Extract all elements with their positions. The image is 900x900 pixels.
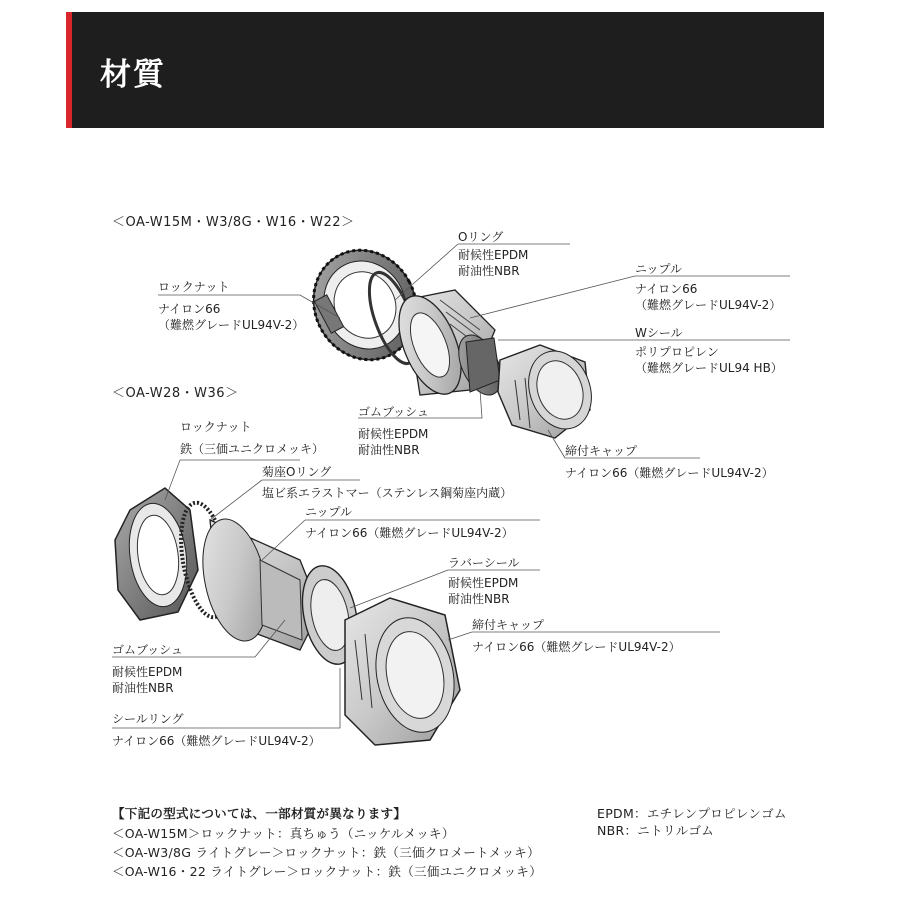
fig1-oring-material-1: 耐候性EPDM — [458, 248, 529, 262]
fig2-sealring-material-1: ナイロン66（難燃グレードUL94V-2） — [112, 734, 321, 748]
fig2-seal-name: ラバーシール — [448, 556, 520, 570]
fig1-nipple-name: ニップル — [635, 262, 683, 276]
figure1-illustration — [295, 232, 602, 438]
fig1-locknut-material-1: ナイロン66 — [158, 302, 221, 316]
fig2-cap-name: 締付キャップ — [472, 618, 545, 632]
fig2-sealring-name: シールリング — [112, 712, 184, 726]
figure1-heading: ＜OA-W15M・W3/8G・W16・W22＞ — [112, 215, 355, 230]
notes-line-1: ＜OA-W15M＞ロックナット：真ちゅう（ニッケルメッキ） — [112, 826, 455, 841]
fig2-locknut-name: ロックナット — [180, 420, 252, 434]
fig1-wseal-material-2: （難燃グレードUL94 HB） — [635, 361, 783, 375]
fig2-oring-material-1: 塩ビ系エラストマー（ステンレス鋼菊座内蔵） — [262, 486, 513, 500]
glossary-nbr: NBR：ニトリルゴム — [597, 823, 715, 838]
fig2-cap-material-1: ナイロン66（難燃グレードUL94V-2） — [472, 640, 681, 654]
fig2-nipple-part — [193, 513, 320, 650]
fig1-cap-name: 締付キャップ — [565, 444, 638, 458]
notes-title: 【下記の型式については、一部材質が異なります】 — [112, 806, 407, 821]
fig2-nipple-name: ニップル — [305, 505, 353, 519]
page-title: 材質 — [100, 57, 166, 93]
notes-line-3: ＜OA-W16・22 ライトグレー＞ロックナット：鉄（三価ユニクロメッキ） — [112, 864, 543, 879]
fig2-locknut-part — [115, 488, 198, 620]
fig2-cap-part — [345, 598, 464, 745]
fig2-bush-material-2: 耐油性NBR — [112, 681, 174, 695]
figure2-heading: ＜OA-W28・W36＞ — [112, 386, 239, 401]
fig1-bush-name: ゴムブッシュ — [358, 405, 429, 419]
fig2-seal-material-1: 耐候性EPDM — [448, 576, 519, 590]
fig1-cap-material-1: ナイロン66（難燃グレードUL94V-2） — [565, 466, 774, 480]
fig1-locknut-name: ロックナット — [158, 280, 230, 294]
fig2-nipple-material-1: ナイロン66（難燃グレードUL94V-2） — [305, 526, 514, 540]
fig2-bush-name: ゴムブッシュ — [112, 643, 183, 657]
fig1-oring-name: Oリング — [458, 230, 504, 244]
fig1-nipple-material-1: ナイロン66 — [635, 282, 698, 296]
fig1-cap-part — [498, 342, 602, 438]
fig1-bush-material-2: 耐油性NBR — [358, 443, 420, 457]
fig2-oring-name: 菊座Oリング — [262, 465, 332, 479]
fig1-locknut-material-2: （難燃グレードUL94V-2） — [158, 318, 305, 332]
fig2-bush-material-1: 耐候性EPDM — [112, 665, 183, 679]
fig2-seal-material-2: 耐油性NBR — [448, 592, 510, 606]
glossary-epdm: EPDM：エチレンプロピレンゴム — [597, 806, 787, 821]
fig1-wseal-name: Wシール — [635, 326, 683, 340]
fig1-oring-material-2: 耐油性NBR — [458, 264, 520, 278]
fig2-locknut-material-1: 鉄（三価ユニクロメッキ） — [180, 442, 325, 456]
notes-line-2: ＜OA-W3/8G ライトグレー＞ロックナット：鉄（三価クロメートメッキ） — [112, 845, 540, 860]
fig1-bush-material-1: 耐候性EPDM — [358, 427, 429, 441]
fig1-nipple-material-2: （難燃グレードUL94V-2） — [635, 298, 782, 312]
fig1-wseal-material-1: ポリプロピレン — [635, 345, 719, 359]
